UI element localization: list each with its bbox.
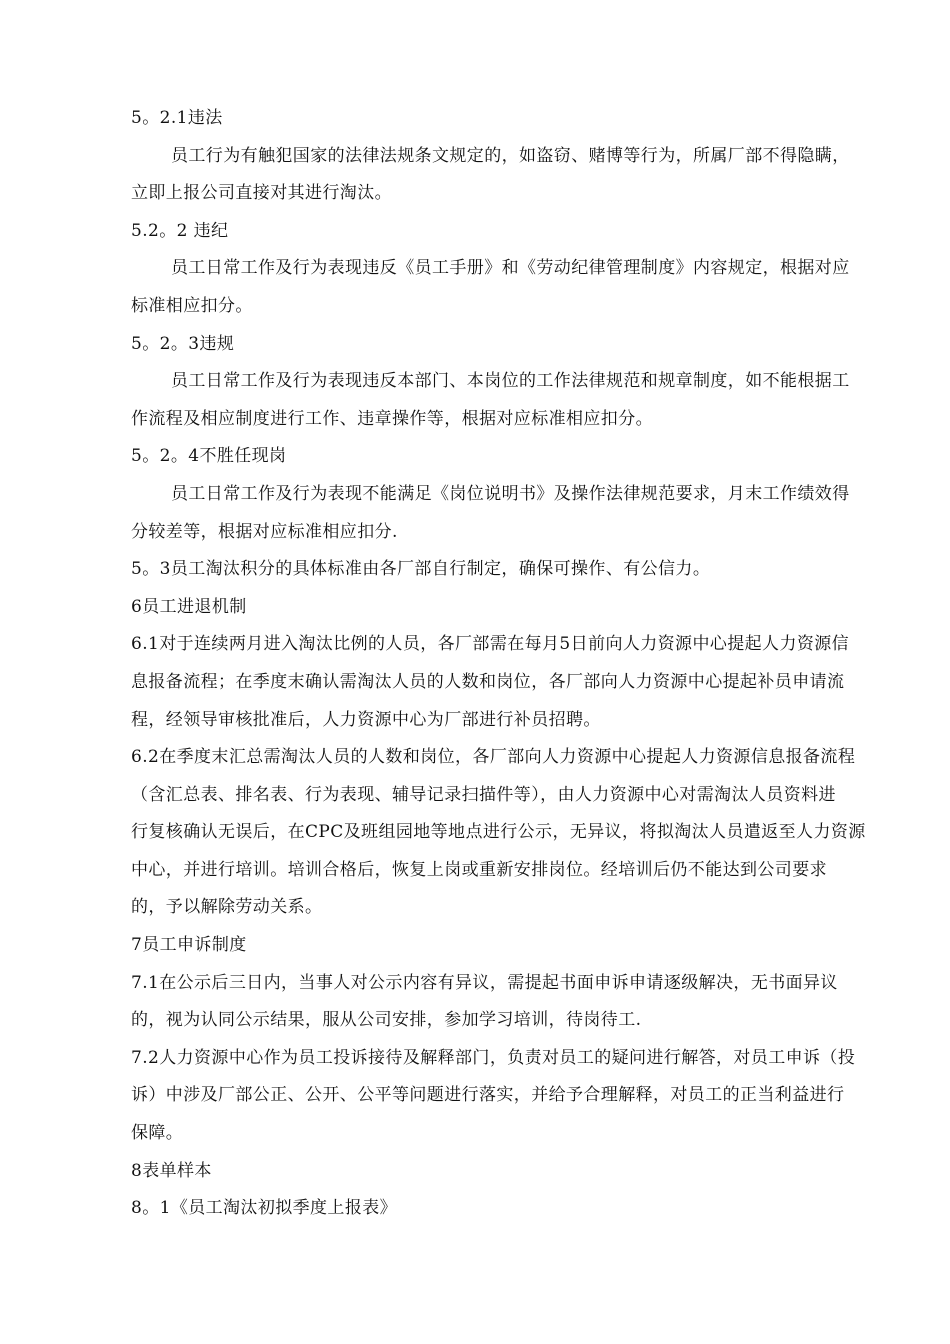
paragraph-6-2-line: 中心，并进行培训。培训合格后，恢复上岗或重新安排岗位。经培训后仍不能达到公司要求 bbox=[131, 859, 827, 880]
paragraph-5-3: 5。3员工淘汰积分的具体标准由各厂部自行制定，确保可操作、有公信力。 bbox=[131, 559, 711, 580]
paragraph-7-2-line: 7.2人力资源中心作为员工投诉接待及解释部门，负责对员工的疑问进行解答，对员工申诉（投 bbox=[131, 1047, 856, 1068]
paragraph-7-1-line: 7.1在公示后三日内，当事人对公示内容有异议，需提起书面申诉申请逐级解决，无书面异议 bbox=[131, 972, 838, 993]
heading-5-2-2: 5.2。2 违纪 bbox=[131, 220, 229, 241]
paragraph-7-2-line: 诉）中涉及厂部公正、公开、公平等问题进行落实，并给予合理解释，对员工的正当利益进行 bbox=[131, 1085, 845, 1106]
paragraph-6-2-line: 行复核确认无误后，在CPC及班组园地等地点进行公示，无异议，将拟淘汰人员遣返至人力资源 bbox=[131, 822, 866, 843]
heading-6: 6员工进退机制 bbox=[131, 596, 247, 617]
heading-5-2-1: 5。2.1违法 bbox=[131, 108, 223, 128]
paragraph-6-2-line: （含汇总表、排名表、行为表现、辅导记录扫描件等），由人力资源中心对需淘汰人员资料进 bbox=[131, 784, 836, 805]
paragraph-6-2-line: 6.2在季度末汇总需淘汰人员的人数和岗位，各厂部向人力资源中心提起人力资源信息报备流程 bbox=[131, 747, 856, 768]
paragraph-line: 员工日常工作及行为表现违反《员工手册》和《劳动纪律管理制度》内容规定，根据对应 bbox=[171, 258, 850, 279]
paragraph-line: 立即上报公司直接对其进行淘汰。 bbox=[131, 183, 392, 204]
paragraph-line: 标准相应扣分。 bbox=[131, 295, 253, 316]
paragraph-7-2-line: 保障。 bbox=[131, 1123, 184, 1144]
paragraph-line: 员工行为有触犯国家的法律法规条文规定的，如盗窃、赌博等行为，所属厂部不得隐瞒， bbox=[171, 145, 850, 166]
paragraph-6-1-line: 6.1对于连续两月进入淘汰比例的人员，各厂部需在每月5日前向人力资源中心提起人力资源信 bbox=[131, 634, 850, 655]
heading-5-2-4: 5。2。4不胜任现岗 bbox=[131, 446, 287, 467]
paragraph-line: 员工日常工作及行为表现违反本部门、本岗位的工作法律规范和规章制度，如不能根据工 bbox=[171, 371, 850, 392]
paragraph-line: 分较差等，根据对应标准相应扣分. bbox=[131, 521, 398, 542]
heading-8: 8表单样本 bbox=[131, 1160, 212, 1181]
paragraph-6-2-line: 的，予以解除劳动关系。 bbox=[131, 897, 323, 918]
heading-5-2-3: 5。2。3违规 bbox=[131, 333, 235, 354]
paragraph-line: 员工日常工作及行为表现不能满足《岗位说明书》及操作法律规范要求，月末工作绩效得 bbox=[171, 483, 850, 504]
document-body bbox=[131, 100, 891, 1228]
heading-8-1: 8。1《员工淘汰初拟季度上报表》 bbox=[131, 1198, 398, 1219]
paragraph-line: 作流程及相应制度进行工作、违章操作等，根据对应标准相应扣分。 bbox=[131, 408, 653, 429]
paragraph-7-1-line: 的，视为认同公示结果，服从公司安排，参加学习培训，待岗待工. bbox=[131, 1010, 642, 1031]
heading-7: 7员工申诉制度 bbox=[131, 935, 247, 956]
paragraph-6-1-line: 息报备流程；在季度末确认需淘汰人员的人数和岗位，各厂部向人力资源中心提起补员申请流 bbox=[131, 671, 845, 692]
paragraph-6-1-line: 程，经领导审核批准后，人力资源中心为厂部进行补员招聘。 bbox=[131, 709, 601, 730]
